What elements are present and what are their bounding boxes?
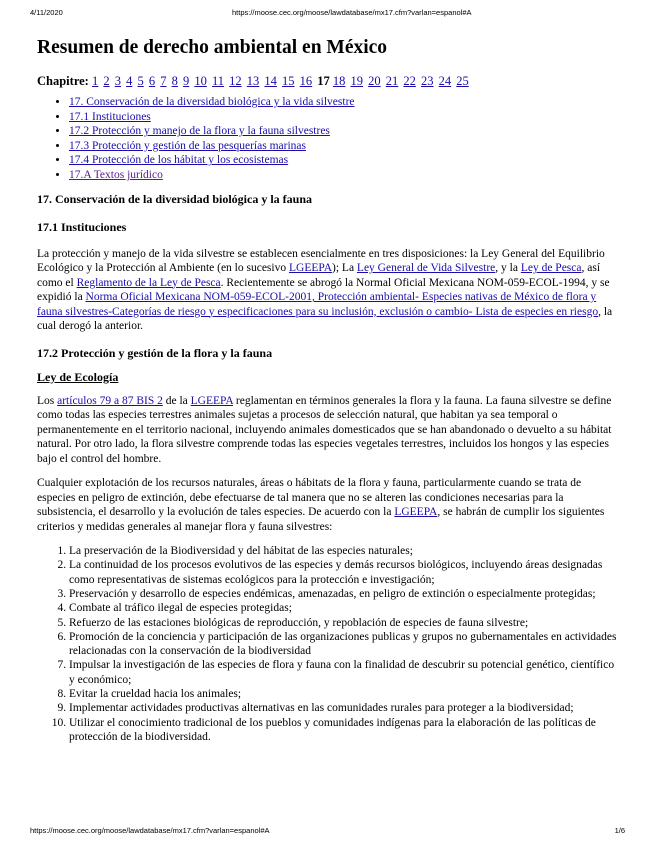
text-run: ); La bbox=[332, 262, 357, 275]
chapter-link-3[interactable]: 3 bbox=[114, 74, 121, 88]
link-lgeepa[interactable]: LGEEPA bbox=[394, 506, 438, 519]
chapter-link-1[interactable]: 1 bbox=[91, 74, 99, 88]
chapter-link-8[interactable]: 8 bbox=[171, 74, 178, 88]
link-reglamento-ley-pesca[interactable]: Reglamento de la Ley de Pesca bbox=[76, 276, 221, 289]
toc-item bbox=[69, 110, 622, 125]
chapter-link-9[interactable]: 9 bbox=[182, 74, 190, 88]
text-run: , y la bbox=[495, 262, 521, 275]
chapter-link-19[interactable]: 19 bbox=[350, 74, 364, 88]
print-page-number: 1/6 bbox=[614, 826, 625, 835]
criteria-item: 5. Refuerzo de las estaciones biológicas de reproducción, y repoblación de especies de fauna silvestre; bbox=[69, 616, 622, 630]
chapter-link-18[interactable]: 18 bbox=[332, 74, 346, 88]
toc-link-17-a[interactable]: 17.A Textos jurídico bbox=[69, 168, 163, 181]
paragraph-explotacion bbox=[37, 476, 622, 534]
toc-link-17-1[interactable]: 17.1 Instituciones bbox=[69, 110, 151, 123]
link-lgeepa[interactable]: LGEEPA bbox=[288, 262, 333, 275]
toc-link-17-4[interactable]: 17.4 Protección de los hábitat y los ecosistemas bbox=[69, 154, 289, 167]
print-date: 4/11/2020 bbox=[30, 8, 63, 17]
text-run: de la bbox=[162, 394, 191, 407]
criteria-item: 9. Implementar actividades productivas alternativas en las comunidades rurales para proteger a la biodiversidad; bbox=[69, 701, 622, 715]
link-nom-059-ecol-2001[interactable]: Norma Oficial Mexicana NOM-059-ECOL-2001, Protección ambiental- Especies nativas de México de flora y fauna silvestres-Categorías de riesgo y especificaciones para su inclusión, exclusión o cambio- Lista de especies en riesgo bbox=[37, 291, 599, 318]
chapter-current: 17 bbox=[317, 74, 330, 88]
chapter-link-24[interactable]: 24 bbox=[438, 74, 452, 88]
section-heading-17-1: 17.1 Instituciones bbox=[37, 219, 127, 234]
criteria-item: 10. Utilizar el conocimiento tradicional de los pueblos y comunidades indígenas para la elaboración de las políticas de protección de la biodiversidad. bbox=[69, 716, 622, 745]
criteria-item: 4. Combate al tráfico ilegal de especies protegidas; bbox=[69, 601, 622, 615]
toc-item bbox=[69, 95, 622, 110]
toc-link-17-2[interactable]: 17.2 Protección y manejo de la flora y la fauna silvestres bbox=[69, 125, 330, 138]
paragraph-flora-fauna bbox=[37, 394, 622, 467]
criteria-list bbox=[37, 544, 622, 744]
chapter-nav bbox=[37, 73, 622, 89]
toc-link-17-3[interactable]: 17.3 Protección y gestión de las pesquerías marinas bbox=[69, 139, 306, 152]
text-run: , se habrán de cumplir los siguientes criterios y medidas generales al manejar flora y fauna silvestres: bbox=[37, 506, 605, 533]
chapter-link-20[interactable]: 20 bbox=[368, 74, 381, 88]
chapter-links-before bbox=[92, 74, 317, 88]
table-of-contents bbox=[37, 95, 622, 183]
chapter-nav-label: Chapitre: bbox=[37, 74, 89, 88]
chapter-link-12[interactable]: 12 bbox=[229, 74, 242, 88]
link-ley-general-vida-silvestre[interactable]: Ley General de Vida Silvestre bbox=[356, 262, 496, 275]
chapter-link-15[interactable]: 15 bbox=[282, 74, 295, 88]
toc-item bbox=[69, 124, 622, 139]
text-run: , así como el bbox=[37, 262, 601, 289]
criteria-item: 1. La preservación de la Biodiversidad y del hábitat de las especies naturales; bbox=[69, 544, 622, 558]
chapter-link-10[interactable]: 10 bbox=[194, 74, 207, 88]
section-heading-17-2: 17.2 Protección y gestión de la flora y la fauna bbox=[37, 345, 273, 360]
link-ley-de-pesca[interactable]: Ley de Pesca bbox=[520, 262, 582, 275]
criteria-item: 6. Promoción de la conciencia y participación de las organizaciones publicas y grupos no gubernamentales en actividades relacionadas con la conservación de la biodiversidad bbox=[69, 630, 622, 659]
page-content bbox=[37, 36, 622, 744]
chapter-link-14[interactable]: 14 bbox=[264, 74, 277, 88]
toc-item bbox=[69, 153, 622, 168]
toc-item bbox=[69, 139, 622, 154]
criteria-item: 2. La continuidad de los procesos evolutivos de las especies y demás recursos biológicos, incluyendo áreas designadas como representativas de sistemas ecológicos para la protección e investigación; bbox=[69, 558, 622, 587]
criteria-item: 3. Preservación y desarrollo de especies endémicas, amenazadas, en peligro de extinción o especialmente protegidas; bbox=[69, 587, 622, 601]
text-run: reglamentan en términos generales la flora y la fauna. La fauna silvestre se define como todas las especies terrestres animales sujetas a procesos de selección natural, que habitan ya sea temporal o permanentemente en el territorio nacional, incluyendo animales domesticados que se han abandonado o devuelto a su hábitat natural. Por otro lado, la flora silvestre comprende todas las especies vegetales terrestres, incluidos los hongos y las especies bajo el control del hombre. bbox=[37, 394, 612, 465]
chapter-link-7[interactable]: 7 bbox=[160, 74, 167, 88]
chapter-link-23[interactable]: 23 bbox=[421, 74, 434, 88]
chapter-link-6[interactable]: 6 bbox=[148, 74, 156, 88]
chapter-link-16[interactable]: 16 bbox=[299, 74, 313, 88]
chapter-link-22[interactable]: 22 bbox=[403, 74, 416, 88]
print-footer-url: https://moose.cec.org/moose/lawdatabase/mx17.cfm?varlan=espanol#A bbox=[30, 826, 270, 835]
page-title: Resumen de derecho ambiental en México bbox=[37, 37, 388, 58]
chapter-link-13[interactable]: 13 bbox=[246, 74, 260, 88]
chapter-link-4[interactable]: 4 bbox=[126, 74, 133, 88]
link-articulos-79-87[interactable]: artículos 79 a 87 BIS 2 bbox=[57, 394, 163, 407]
chapter-links-after bbox=[333, 74, 471, 88]
criteria-item: 8. Evitar la crueldad hacia los animales; bbox=[69, 687, 622, 701]
toc-item bbox=[69, 168, 622, 183]
text-run: Cualquier explotación de los recursos naturales, áreas o hábitats de la flora y fauna, particularmente cuando se trata de especies en peligro de extinción, debe efectuarse de tal manera que no se alteren las condiciones necesarias para la subsistencia, el desarrollo y la evolución de tales especies. De acuerdo con la bbox=[37, 477, 582, 519]
text-run: , la cual derogó la anterior. bbox=[37, 305, 613, 333]
chapter-link-2[interactable]: 2 bbox=[103, 74, 110, 88]
link-lgeepa[interactable]: LGEEPA bbox=[190, 394, 234, 407]
text-run: La protección y manejo de la vida silvestre se establecen esencialmente en tres disposiciones: la Ley General del Equilibrio Ecológico y la Protección al Ambiente (en lo sucesivo bbox=[37, 247, 605, 275]
paragraph-instituciones bbox=[37, 247, 622, 334]
chapter-link-25[interactable]: 25 bbox=[456, 74, 469, 88]
section-heading-17: 17. Conservación de la diversidad biológica y la fauna bbox=[37, 191, 313, 206]
toc-link-17[interactable]: 17. Conservación de la diversidad biológica y la vida silvestre bbox=[69, 96, 355, 108]
criteria-item: 7. Impulsar la investigación de las especies de flora y fauna con la finalidad de descubrir su potencial genético, científico y económico; bbox=[69, 658, 622, 687]
print-url: https://moose.cec.org/moose/lawdatabase/mx17.cfm?varlan=espanol#A bbox=[232, 8, 472, 17]
text-run: Los bbox=[37, 394, 58, 407]
chapter-link-11[interactable]: 11 bbox=[211, 74, 225, 88]
subheading-ley-de-ecologia: Ley de Ecología bbox=[37, 369, 119, 384]
chapter-link-21[interactable]: 21 bbox=[385, 74, 399, 88]
text-run: . Recientemente se abrogó la Normal Oficial Mexicana NOM-059-ECOL-1994, y se expidió la bbox=[37, 276, 610, 304]
chapter-link-5[interactable]: 5 bbox=[137, 74, 144, 88]
